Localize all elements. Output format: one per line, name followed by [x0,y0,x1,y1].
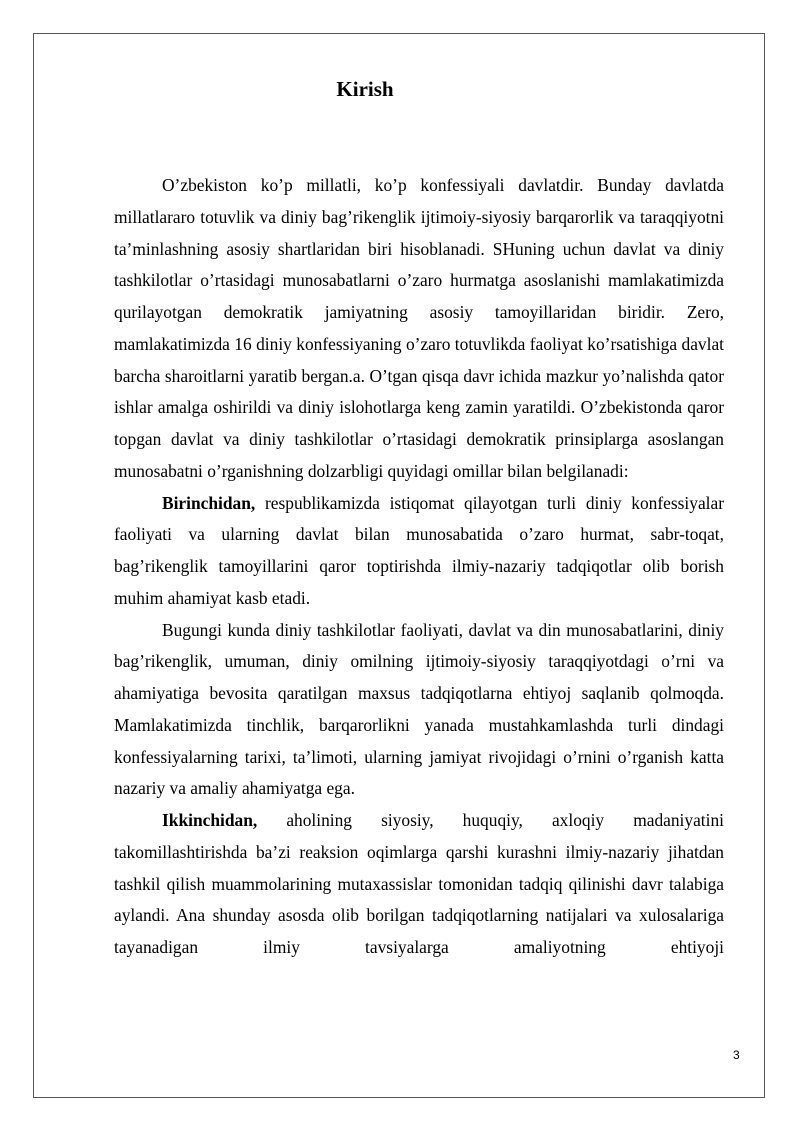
paragraph-intro [114,170,724,488]
paragraph-birinchidan [114,488,724,615]
paragraph-lead: Ikkinchidan, [162,810,258,830]
page-number: 3 [733,1048,740,1062]
paragraph-text: respublikamizda istiqomat qilayotgan turli diniy konfessiyalar faoliyati va ularning davlat bilan munosabatida o’zaro hurmat, sabr-toqat, bag’rikenglik tamoyillarini qaror toptirishda ilmiy-nazariy tadqiqotlar olib borish muhim ahamiyat kasb etadi. [114,492,724,608]
paragraph-text: aholining siyosiy, huquqiy, axloqiy madaniyatini takomillashtirishda ba’zi reaksion oqimlarga qarshi kurashni ilmiy-nazariy jihatdan tashkil qilish muammolarining mutaxassislar tomonidan tadqiq qilinishi davr talabiga aylandi. Ana shunday asosda olib borilgan tadqiqotlarning natijalari va xulosalariga tayanadigan ilmiy tavsiyalarga amaliyotning ehtiyoji [114,810,724,957]
paragraph-bugungi [114,615,724,806]
paragraph-ikkinchidan [114,805,724,957]
document-body [114,170,724,957]
page-title: Kirish [336,77,394,101]
paragraph-lead: Birinchidan, [162,492,256,513]
paragraph-text: O’zbekiston ko’p millatli, ko’p konfessiyali davlatdir. Bunday davlatda millatlararo totuvlik va diniy bag’rikenglik ijtimoiy-siyosiy barqarorlik va taraqqiyotni ta’minlashning asosiy shartlaridan biri hisoblanadi. SHuning uchun davlat va diniy tashkilotlar o’rtasidagi munosabatlarni o’zaro hurmatga asoslanishi mamlakatimizda qurilayotgan demokratik jamiyatning asosiy tamoyillaridan biridir. Zero, mamlakatimizda 16 diniy konfessiyaning o’zaro totuvlikda faoliyat ko’rsatishiga davlat barcha sharoitlarni yaratib bergan.a. O’tgan qisqa davr ichida mazkur yo’nalishda qator ishlar amalga oshirildi va diniy islohotlarga keng zamin yaratildi. O’zbekistonda qaror topgan davlat va diniy tashkilotlar o’rtasidagi demokratik prinsiplarga asoslangan munosabatni o’rganishning dolzarbligi quyidagi omillar bilan belgilanadi: [114,175,724,481]
paragraph-text: Bugungi kunda diniy tashkilotlar faoliyati, davlat va din munosabatlarini, diniy bag’rikenglik, umuman, diniy omilning ijtimoiy-siyosiy taraqqiyotdagi o’rni va ahamiyatiga bevosita qaratilgan maxsus tadqiqotlarna ehtiyoj saqlanib qolmoqda. Mamlakatimizda tinchlik, barqarorlikni yanada mustahkamlashda turli dindagi konfessiyalarning tarixi, ta’limoti, ularning jamiyat rivojidagi o’rnini o’rganish katta nazariy va amaliy ahamiyatga ega. [114,619,724,799]
